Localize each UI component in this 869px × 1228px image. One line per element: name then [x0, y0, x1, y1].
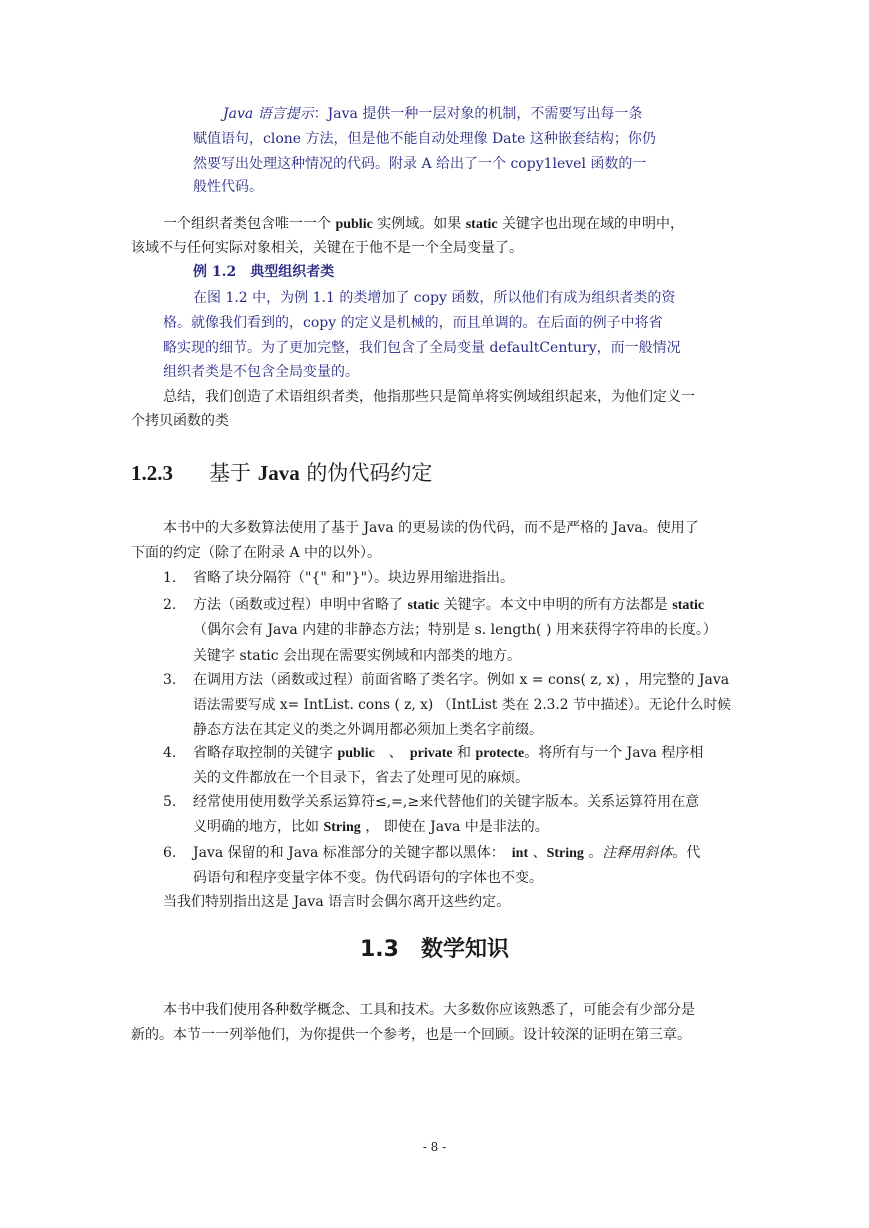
- list-item-number: 6.: [163, 845, 177, 861]
- list-item-number: 5.: [163, 794, 177, 810]
- list-item-number: 4.: [163, 745, 177, 761]
- list-item: 经常使用使用数学关系运算符≤,=,≥来代替他们的关键字版本。关系运算符用在意: [193, 794, 700, 810]
- keyword-public: public: [337, 746, 375, 761]
- list-item-number: 3.: [163, 672, 177, 688]
- closing-line: 当我们特别指出这是 Java 语言时会偶尔离开这些约定。: [163, 894, 511, 910]
- keyword-static: static: [465, 217, 498, 232]
- text: 方法（函数或过程）申明中省略了: [193, 597, 408, 613]
- text: 、: [374, 745, 410, 761]
- paragraph-line: 该域不与任何实际对象相关，关键在于他不是一个全局变量了。: [131, 240, 523, 256]
- list-item: [193, 595, 704, 616]
- tip-label: Java 语言提示: [223, 106, 314, 122]
- text: 实例域。如果: [372, 216, 466, 232]
- summary-line: 总结，我们创造了术语组织者类，他指那些只是简单将实例域组织起来，为他们定义一: [163, 389, 695, 405]
- tip-line: 赋值语句，clone 方法，但是他不能自动处理像 Date 这种嵌套结构；你仍: [193, 131, 656, 147]
- tip-line: 然要写出处理这种情况的代码。附录 A 给出了一个 copy1level 函数的一: [193, 156, 647, 172]
- keyword-string: String: [323, 820, 361, 835]
- section-number: 1.2.3: [131, 461, 173, 485]
- text: Java 保留的和 Java 标准部分的关键字都以黑体：: [193, 845, 512, 861]
- list-item: 在调用方法（函数或过程）前面省略了类名字。例如 x = cons( z, x) ，用完整的 Java: [193, 672, 730, 688]
- list-item-cont: 关的文件都放在一个目录下，省去了处理可见的麻烦。: [193, 770, 529, 786]
- example-title: 例 1.2 典型组织者类: [193, 264, 335, 280]
- text: 一个组织者类包含唯一一个: [163, 216, 336, 232]
- example-line: 格。就像我们看到的，copy 的定义是机械的，而且单调的。在后面的例子中将省: [163, 315, 663, 331]
- text: 。代: [672, 845, 701, 861]
- tip-text: ：Java 提供一种一层对象的机制，不需要写出每一条: [313, 106, 643, 122]
- section-heading-1-2-3: [131, 458, 432, 488]
- example-line: 略实现的细节。为了更加完整，我们包含了全局变量 defaultCentury，而一般情况: [163, 340, 681, 356]
- keyword-int: int: [511, 846, 529, 861]
- keyword-public: public: [335, 217, 373, 232]
- keyword-static: static: [672, 598, 705, 613]
- text: 义明确的地方，比如: [193, 819, 324, 835]
- paragraph-line: [163, 214, 684, 235]
- italic-text: 注释用斜体: [602, 845, 673, 861]
- text: 关键字。本文中申明的所有方法都是: [439, 597, 673, 613]
- text: 关键字也出现在域的申明中，: [497, 216, 685, 232]
- intro-line: 下面的约定（除了在附录 A 中的以外）。: [131, 545, 382, 561]
- keyword-string: String: [546, 846, 584, 861]
- section-title: 数学知识: [420, 937, 509, 962]
- list-item-cont: 码语句和程序变量字体不变。伪代码语句的字体也不变。: [193, 870, 543, 886]
- summary-line: 个拷贝函数的类: [131, 413, 229, 429]
- heading-text: 基于: [209, 461, 258, 485]
- keyword-protecte: protecte: [475, 746, 525, 761]
- section-number: 1.3: [360, 937, 399, 962]
- tip-line: 般性代码。: [193, 179, 263, 195]
- list-item: [193, 843, 700, 864]
- text: 。将所有与一个 Java 程序相: [524, 745, 704, 761]
- text: 。: [583, 845, 603, 861]
- text: 、: [528, 845, 547, 861]
- list-item-cont: 关键字 static 会出现在需要实例域和内部类的地方。: [193, 648, 522, 664]
- math-line: 新的。本节一一列举他们，为你提供一个参考，也是一个回顾。设计较深的证明在第三章。: [131, 1027, 691, 1043]
- keyword-private: private: [409, 746, 453, 761]
- list-item-cont: 静态方法在其定义的类之外调用都必须加上类名字前缀。: [193, 722, 543, 738]
- list-item-cont: [193, 817, 549, 838]
- list-item-cont: （偶尔会有 Java 内建的非静态方法；特别是 s. length( ) 用来获得字符串的长度。）: [193, 622, 717, 638]
- heading-text: 的伪代码约定: [299, 461, 433, 485]
- list-item-number: 1.: [163, 570, 177, 586]
- list-item: [193, 743, 703, 764]
- section-heading-1-3: [0, 934, 869, 966]
- text: 省略存取控制的关键字: [193, 745, 338, 761]
- list-item-number: 2.: [163, 597, 177, 613]
- tip-line: [223, 104, 642, 124]
- intro-line: 本书中的大多数算法使用了基于 Java 的更易读的伪代码，而不是严格的 Java。使用了: [163, 520, 699, 536]
- example-line: 组织者类是不包含全局变量的。: [163, 364, 359, 380]
- list-item: 省略了块分隔符（"{" 和"}"）。块边界用缩进指出。: [193, 570, 515, 586]
- text: 和: [452, 745, 476, 761]
- keyword-static: static: [407, 598, 440, 613]
- page-number: - 8 -: [422, 1140, 447, 1154]
- example-line: 在图 1.2 中，为例 1.1 的类增加了 copy 函数，所以他们有成为组织者类的资: [193, 290, 676, 306]
- math-line: 本书中我们使用各种数学概念、工具和技术。大多数你应该熟悉了，可能会有少部分是: [163, 1002, 695, 1018]
- text: ， 即使在 Java 中是非法的。: [360, 819, 549, 835]
- heading-keyword: Java: [257, 461, 300, 485]
- list-item-cont: 语法需要写成 x= IntList. cons ( z, x) （IntList 类在 2.3.2 节中描述）。无论什么时候: [193, 697, 732, 713]
